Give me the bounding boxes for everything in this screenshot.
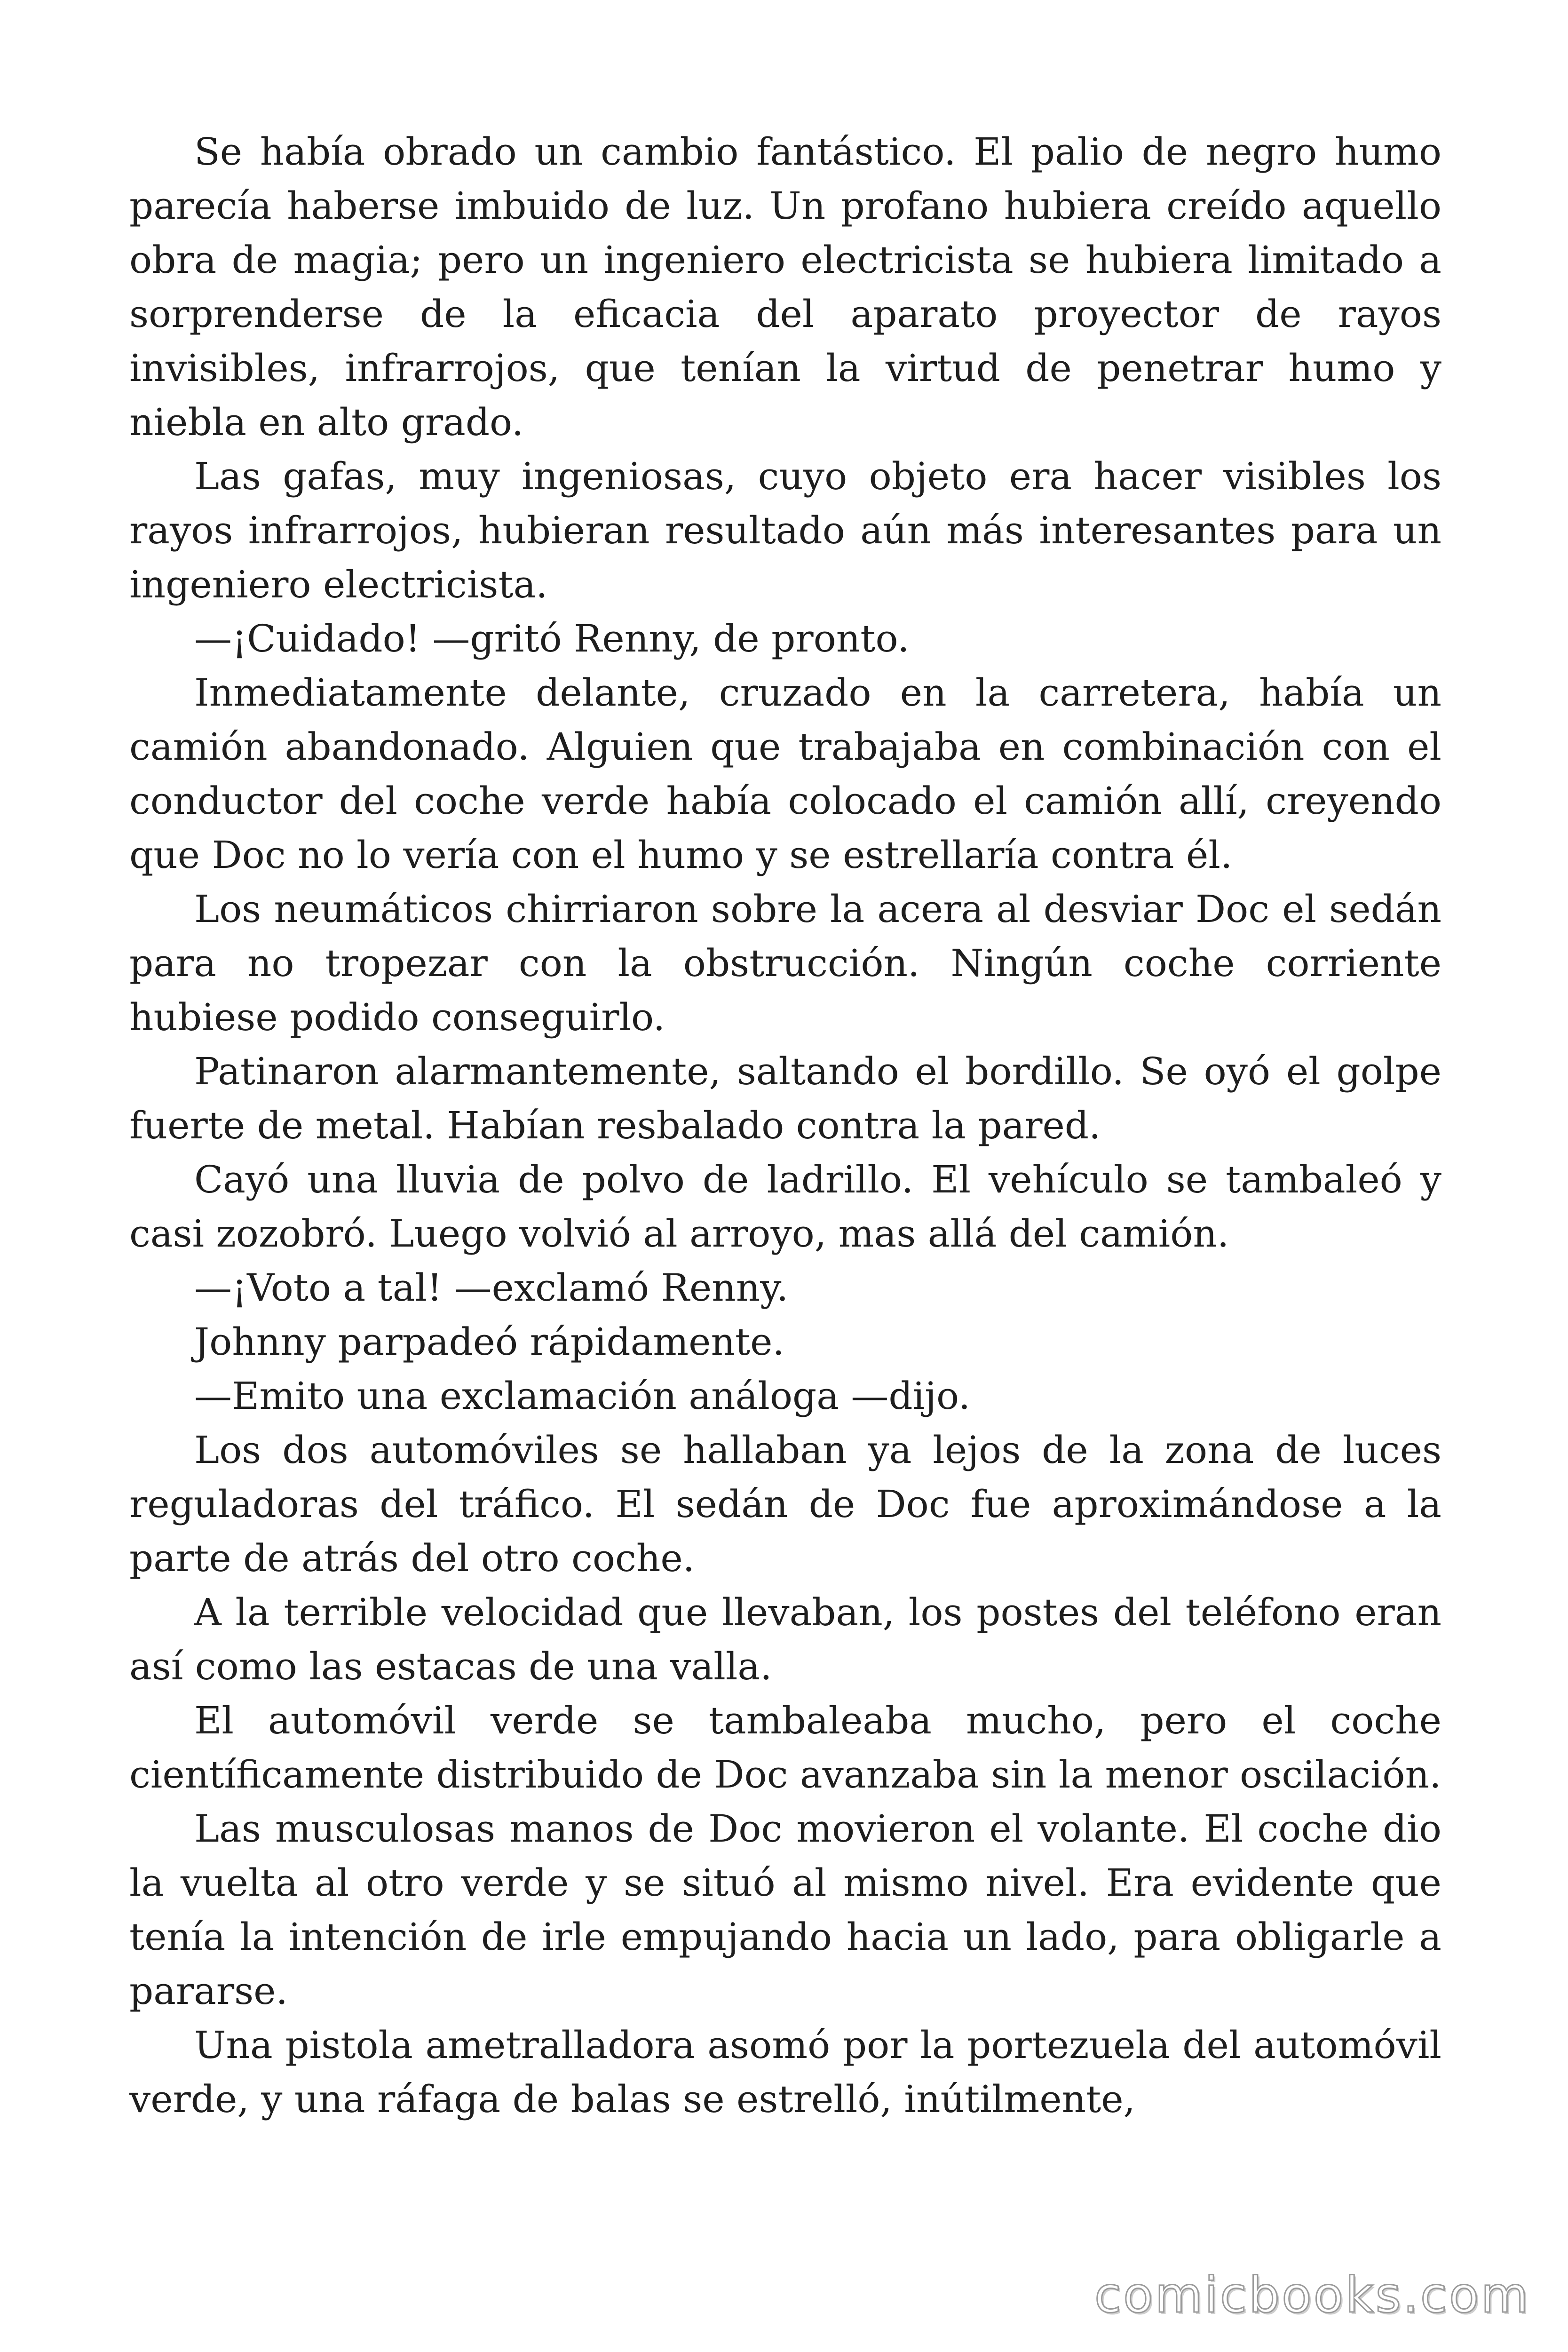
paragraph-15: Una pistola ametralladora asomó por la portezuela del automóvil verde, y una ráfaga de balas se estrelló, inútilmente, bbox=[129, 2023, 1441, 2121]
paragraph-14: Las musculosas manos de Doc movieron el volante. El coche dio la vuelta al otro verde y se situó al mismo nivel. Era evidente que tenía la intención de irle empujando hacia un lado, para obligarle a pararse. bbox=[129, 1807, 1441, 2013]
paragraph-13: El automóvil verde se tambaleaba mucho, pero el coche científicamente distribuido de Doc avanzaba sin la menor oscilación. bbox=[129, 1699, 1441, 1796]
paragraph-6: Patinaron alarmantemente, saltando el bordillo. Se oyó el golpe fuerte de metal. Habían resbalado contra la pared. bbox=[129, 1049, 1441, 1147]
paragraph-8: —¡Voto a tal! —exclamó Renny. bbox=[194, 1266, 789, 1310]
paragraph-10: —Emito una exclamación análoga —dijo. bbox=[194, 1374, 971, 1418]
paragraph-1: Se había obrado un cambio fantástico. El palio de negro humo parecía haberse imbuido de luz. Un profano hubiera creído aquello obra de magia; pero un ingeniero electricista se hubiera limitado a sorprenderse de la eficacia del aparato proyector de rayos invisibles, infrarrojos, que tenían la virtud de penetrar humo y niebla en alto grado. bbox=[129, 130, 1441, 444]
paragraph-11: Los dos automóviles se hallaban ya lejos de la zona de luces reguladoras del tráfico. El sedán de Doc fue aproximándose a la parte de atrás del otro coche. bbox=[129, 1428, 1441, 1580]
site-watermark: comicbooks.com bbox=[1094, 2266, 1530, 2324]
paragraph-12: A la terrible velocidad que llevaban, los postes del teléfono eran así como las estacas de una valla. bbox=[129, 1590, 1441, 1688]
paragraph-7: Cayó una lluvia de polvo de ladrillo. El vehículo se tambaleó y casi zozobró. Luego volvió al arroyo, mas allá del camión. bbox=[129, 1158, 1441, 1255]
body-text bbox=[129, 125, 1441, 2126]
paragraph-2: Las gafas, muy ingeniosas, cuyo objeto era hacer visibles los rayos infrarrojos, hubieran resultado aún más interesantes para un ingeniero electricista. bbox=[129, 454, 1441, 606]
paragraph-5: Los neumáticos chirriaron sobre la acera al desviar Doc el sedán para no tropezar con la obstrucción. Ningún coche corriente hubiese podido conseguirlo. bbox=[129, 887, 1441, 1039]
paragraph-3: —¡Cuidado! —gritó Renny, de pronto. bbox=[194, 617, 910, 660]
paragraph-9: Johnny parpadeó rápidamente. bbox=[194, 1320, 784, 1364]
paragraph-4: Inmediatamente delante, cruzado en la carretera, había un camión abandonado. Alguien que trabajaba en combinación con el conductor del coche verde había colocado el camión allí, creyendo que Doc no lo vería con el humo y se estrellaría contra él. bbox=[129, 671, 1441, 877]
